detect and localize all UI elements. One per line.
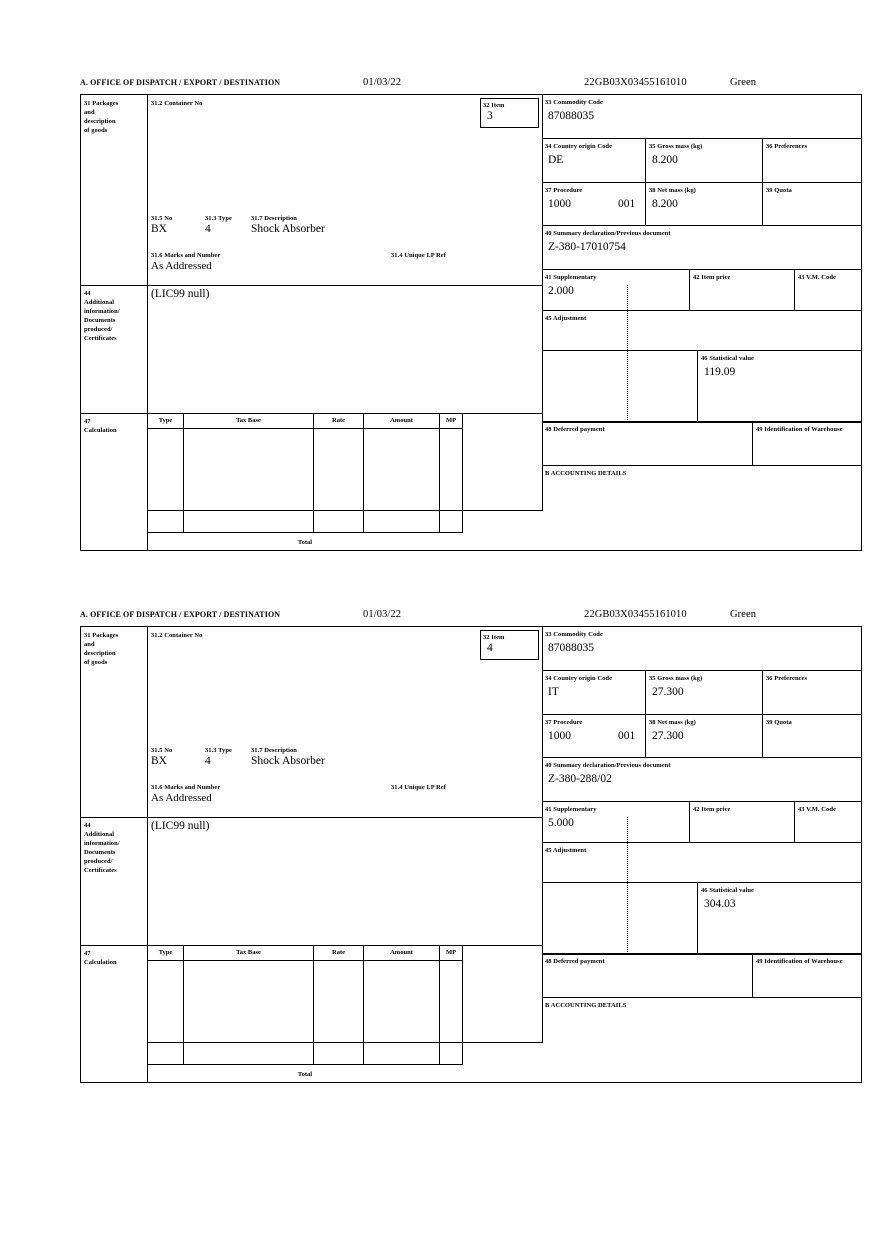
box43-vm-code-2: [795, 802, 862, 843]
box38-value: 8.200: [652, 198, 678, 210]
box31-label: 31 Packages and description of goods: [84, 100, 119, 134]
box34-value: DE: [548, 154, 564, 166]
left-label-column: [81, 95, 148, 550]
calc-col-tax-base-2: Tax Base: [183, 945, 313, 961]
box31-7-description-value: Shock Absorber: [251, 223, 325, 235]
box31-5-no-label: 31.5 No: [151, 215, 173, 222]
calc-col-type-2: Type: [147, 945, 183, 961]
form-header-2: [80, 610, 862, 626]
office-of-dispatch-label: A. OFFICE OF DISPATCH / EXPORT / DESTINATION: [80, 78, 281, 87]
box36-preferences: [763, 139, 862, 183]
box42-item-price-2: [690, 802, 795, 843]
box37-value: 1000: [548, 198, 571, 210]
box31-6-marks-label: 31.6 Marks and Number: [151, 252, 221, 259]
calc-total-label: Total: [297, 539, 313, 546]
boxB-accounting-details: [542, 466, 862, 552]
box37-value2: 001: [618, 198, 636, 210]
box32-item-number-2: [480, 630, 539, 660]
calc-col-type: Type: [147, 413, 183, 429]
box31-2-container-label: 31.2 Container No: [151, 100, 203, 107]
box37-label-2: 37 Procedure: [545, 719, 583, 726]
box39-label: 39 Quota: [766, 187, 792, 194]
left-label-column-2: [81, 627, 148, 1082]
box33-commodity-code-2: [542, 627, 862, 671]
calc-col-tax-base: Tax Base: [183, 413, 313, 429]
declaration-form-1: [80, 78, 862, 551]
dotted-divider: [627, 285, 628, 422]
box49-warehouse-identification: [753, 422, 862, 466]
declaration-date: 01/03/22: [363, 77, 402, 88]
calc-col-amount-2: Amount: [363, 945, 439, 961]
box43-vm-code: [795, 270, 862, 311]
box45-label: 45 Adjustment: [545, 315, 587, 322]
box46-statistical-value-2: [697, 883, 862, 954]
box48-label: 48 Deferred payment: [545, 426, 605, 433]
box49-warehouse-identification-2: [753, 954, 862, 998]
box36-preferences-2: [763, 671, 862, 715]
box44-value-2: (LIC99 null): [151, 820, 210, 832]
box35-label-2: 35 Gross mass (kg): [649, 675, 703, 682]
box33-value: 87088035: [548, 110, 594, 122]
box48-deferred-payment: [542, 422, 753, 466]
box42-label: 42 Item price: [693, 274, 731, 281]
box39-label-2: 39 Quota: [766, 719, 792, 726]
box41-value: 2.000: [548, 285, 574, 297]
box42-item-price: [690, 270, 795, 311]
form-header-1: [80, 78, 862, 94]
box31-3-type-label: 31.3 Type: [205, 215, 232, 222]
box44-label-2: 44 Additional information/ Documents produced/ Certificates: [84, 822, 120, 874]
box46-label-2: 46 Statistical value: [701, 887, 754, 894]
box31-2-container-label-2: 31.2 Container No: [151, 632, 203, 639]
box35-value: 8.200: [652, 154, 678, 166]
box44-value: (LIC99 null): [151, 288, 210, 300]
box46-statistical-value: [697, 351, 862, 422]
box31-3-type-value-2: 4: [205, 755, 211, 767]
box35-gross-mass-2: [646, 671, 763, 715]
box31-4-ucr-label: 31.4 Unique I.P Ref: [391, 252, 446, 259]
box41-label-2: 41 Supplementary: [545, 806, 597, 813]
box38-value-2: 27.300: [652, 730, 684, 742]
box43-label: 43 V.M. Code: [798, 274, 836, 281]
box46-value: 119.09: [704, 366, 736, 378]
box40-label: 40 Summary declaration/Previous document: [545, 230, 671, 237]
boxB-accounting-details-2: [542, 998, 862, 1084]
movement-reference-number-2: 22GB03X03455161010: [584, 609, 687, 620]
box34-label: 34 Country origin Code: [545, 143, 613, 150]
box38-label-2: 38 Net mass (kg): [649, 719, 696, 726]
box41-label: 41 Supplementary: [545, 274, 597, 281]
box40-value-2: Z-380-288/02: [548, 773, 612, 785]
calc-total-label-2: Total: [297, 1071, 313, 1078]
box45-adjustment: [542, 311, 862, 351]
box32-value-2: 4: [487, 642, 493, 654]
boxB-label: B ACCOUNTING DETAILS: [545, 470, 627, 477]
box37-label: 37 Procedure: [545, 187, 583, 194]
box45-adjustment-2: [542, 843, 862, 883]
box31-4-ucr-label-2: 31.4 Unique I.P Ref: [391, 784, 446, 791]
box42-label-2: 42 Item price: [693, 806, 731, 813]
box32-label: 32 Item: [483, 102, 505, 109]
box41-supplementary: [542, 270, 690, 311]
box47-label: 47 Calculation: [84, 418, 117, 434]
box49-label-2: 49 Identification of Warehouse: [756, 958, 843, 965]
box31-6-marks-label-2: 31.6 Marks and Number: [151, 784, 221, 791]
box38-net-mass-2: [646, 715, 763, 758]
box31-7-description-label: 31.7 Description: [251, 215, 297, 222]
copy-colour-label-2: Green: [730, 609, 757, 620]
box48-label-2: 48 Deferred payment: [545, 958, 605, 965]
boxB-label-2: B ACCOUNTING DETAILS: [545, 1002, 627, 1009]
box39-quota: [763, 183, 862, 226]
box41-supplementary-2: [542, 802, 690, 843]
declaration-date-2: 01/03/22: [363, 609, 402, 620]
box43-label-2: 43 V.M. Code: [798, 806, 836, 813]
copy-colour-label: Green: [730, 77, 757, 88]
box40-label-2: 40 Summary declaration/Previous document: [545, 762, 671, 769]
office-of-dispatch-label-2: A. OFFICE OF DISPATCH / EXPORT / DESTINATION: [80, 610, 281, 619]
box41-value-2: 5.000: [548, 817, 574, 829]
form-frame-2: [80, 626, 862, 1083]
calc-col-amount: Amount: [363, 413, 439, 429]
box32-item-number: [480, 98, 539, 128]
box31-7-description-label-2: 31.7 Description: [251, 747, 297, 754]
box39-quota-2: [763, 715, 862, 758]
box34-country-origin: [542, 139, 646, 183]
calc-col-mp-2: MP: [439, 945, 463, 961]
box31-5-no-value-2: BX: [151, 755, 167, 767]
calc-col-mp: MP: [439, 413, 463, 429]
box40-previous-document: [542, 226, 862, 270]
box35-gross-mass: [646, 139, 763, 183]
box36-label: 36 Preferences: [766, 143, 808, 150]
box33-commodity-code: [542, 95, 862, 139]
box35-label: 35 Gross mass (kg): [649, 143, 703, 150]
box31-6-marks-value: As Addressed: [151, 260, 212, 272]
box34-value-2: IT: [548, 686, 559, 698]
box45-label-2: 45 Adjustment: [545, 847, 587, 854]
box40-value: Z-380-17010754: [548, 241, 626, 253]
box35-value-2: 27.300: [652, 686, 684, 698]
box31-6-marks-value-2: As Addressed: [151, 792, 212, 804]
box44-label: 44 Additional information/ Documents produced/ Certificates: [84, 290, 120, 342]
box36-label-2: 36 Preferences: [766, 675, 808, 682]
calc-col-rate: Rate: [313, 413, 363, 429]
box37-value-2: 1000: [548, 730, 571, 742]
box33-value-2: 87088035: [548, 642, 594, 654]
calc-col-rate-2: Rate: [313, 945, 363, 961]
box47-calculation-grid: [147, 413, 542, 552]
form-frame-1: [80, 94, 862, 551]
box37-procedure: [542, 183, 646, 226]
movement-reference-number: 22GB03X03455161010: [584, 77, 687, 88]
box31-label-2: 31 Packages and description of goods: [84, 632, 119, 666]
dotted-divider-2: [627, 817, 628, 954]
box33-label: 33 Commodity Code: [545, 99, 603, 106]
box34-country-origin-2: [542, 671, 646, 715]
box33-label-2: 33 Commodity Code: [545, 631, 603, 638]
box31-5-no-value: BX: [151, 223, 167, 235]
box32-label-2: 32 Item: [483, 634, 505, 641]
box34-label-2: 34 Country origin Code: [545, 675, 613, 682]
box47-calculation-grid-2: [147, 945, 542, 1084]
box48-deferred-payment-2: [542, 954, 753, 998]
box37-value2-2: 001: [618, 730, 636, 742]
box32-value: 3: [487, 110, 493, 122]
box31-5-no-label-2: 31.5 No: [151, 747, 173, 754]
box38-label: 38 Net mass (kg): [649, 187, 696, 194]
declaration-form-2: [80, 610, 862, 1083]
box31-7-description-value-2: Shock Absorber: [251, 755, 325, 767]
box40-previous-document-2: [542, 758, 862, 802]
box31-3-type-label-2: 31.3 Type: [205, 747, 232, 754]
box47-label-2: 47 Calculation: [84, 950, 117, 966]
box49-label: 49 Identification of Warehouse: [756, 426, 843, 433]
box37-procedure-2: [542, 715, 646, 758]
box31-3-type-value: 4: [205, 223, 211, 235]
box38-net-mass: [646, 183, 763, 226]
box46-label: 46 Statistical value: [701, 355, 754, 362]
box46-value-2: 304.03: [704, 898, 736, 910]
